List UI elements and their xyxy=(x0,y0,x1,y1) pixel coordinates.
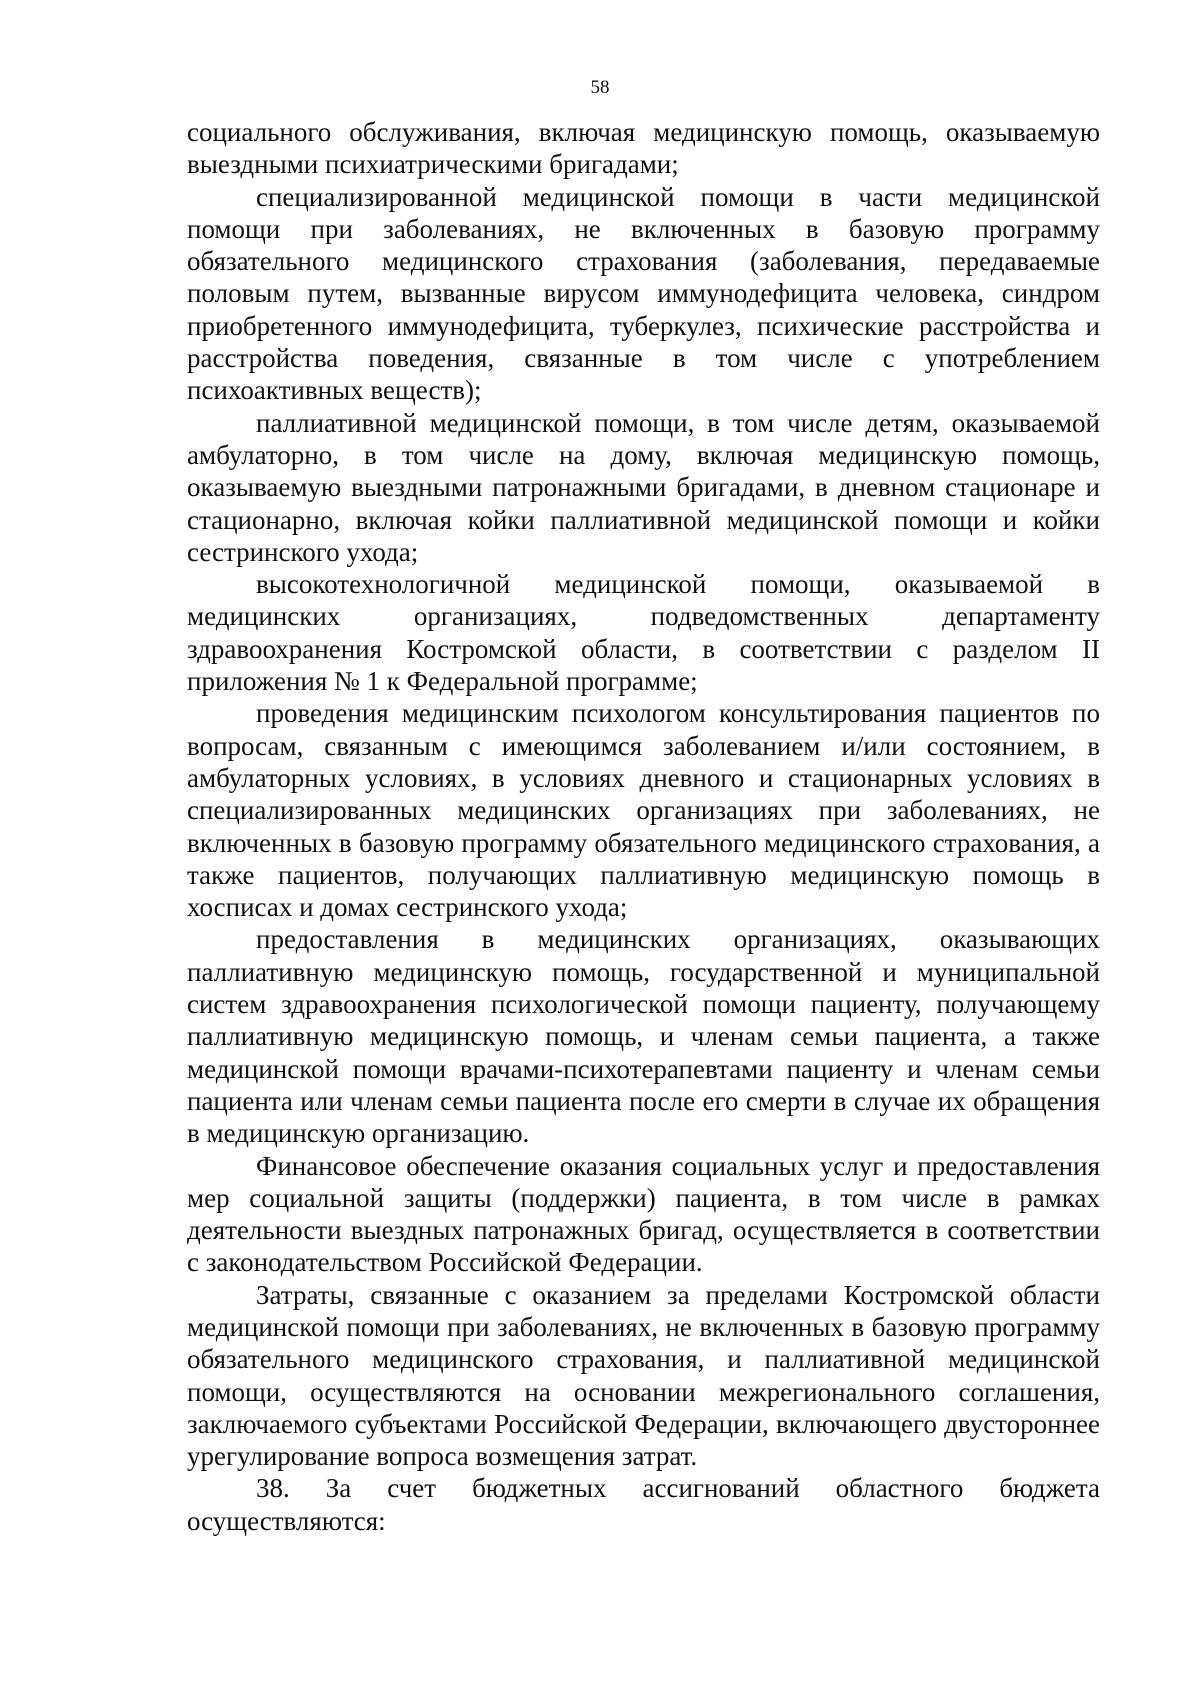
page-number: 58 xyxy=(590,77,610,98)
paragraph-6: предоставления в медицинских организациях, оказывающих паллиативную медицинскую помощь, государственной и муниципальной систем здравоохранения психологической помощи пациенту, получающему паллиативную медицинскую помощь, и членам семьи пациента, а также медицинской помощи врачами-психотерапевтами пациенту и членам семьи пациента или членам семьи пациента после его смерти в случае их обращения в медицинскую организацию. xyxy=(187,924,1100,1149)
paragraph-8: Затраты, связанные с оказанием за пределами Костромской области медицинской помощи при заболеваниях, не включенных в базовую программу обязательного медицинского страхования, и паллиативной медицинской помощи, осуществляются на основании межрегионального соглашения, заключаемого субъектами Российской Федерации, включающего двустороннее урегулирование вопроса возмещения затрат. xyxy=(187,1279,1100,1472)
paragraph-1: социального обслуживания, включая медицинскую помощь, оказываемую выездными психиатрическими бригадами; xyxy=(187,117,1100,180)
document-body xyxy=(187,116,1100,1537)
paragraph-7: Финансовое обеспечение оказания социальных услуг и предоставления мер социальной защиты (поддержки) пациента, в том числе в рамках деятельности выездных патронажных бригад, осуществляется в соответствии с законодательством Российской Федерации. xyxy=(187,1150,1100,1278)
paragraph-5: проведения медицинским психологом консультирования пациентов по вопросам, связанным с имеющимся заболеванием и/или состоянием, в амбулаторных условиях, в условиях дневного и стационарных условиях в специализированных медицинских организациях при заболеваниях, не включенных в базовую программу обязательного медицинского страхования, а также пациентов, получающих паллиативную медицинскую помощь в хосписах и домах сестринского ухода; xyxy=(187,698,1100,923)
paragraph-2: специализированной медицинской помощи в части медицинской помощи при заболеваниях, не включенных в базовую программу обязательного медицинского страхования (заболевания, передаваемые половым путем, вызванные вирусом иммунодефицита человека, синдром приобретенного иммунодефицита, туберкулез, психические расстройства и расстройства поведения, связанные в том числе с употреблением психоактивных веществ); xyxy=(187,181,1100,406)
paragraph-3: паллиативной медицинской помощи, в том числе детям, оказываемой амбулаторно, в том числе на дому, включая медицинскую помощь, оказываемую выездными патронажными бригадами, в дневном стационаре и стационарно, включая койки паллиативной медицинской помощи и койки сестринского ухода; xyxy=(187,407,1100,567)
paragraph-9: 38. За счет бюджетных ассигнований областного бюджета осуществляются: xyxy=(187,1473,1100,1536)
paragraph-4: высокотехнологичной медицинской помощи, оказываемой в медицинских организациях, подведомственных департаменту здравоохранения Костромской области, в соответствии с разделом II приложения № 1 к Федеральной программе; xyxy=(187,569,1100,697)
